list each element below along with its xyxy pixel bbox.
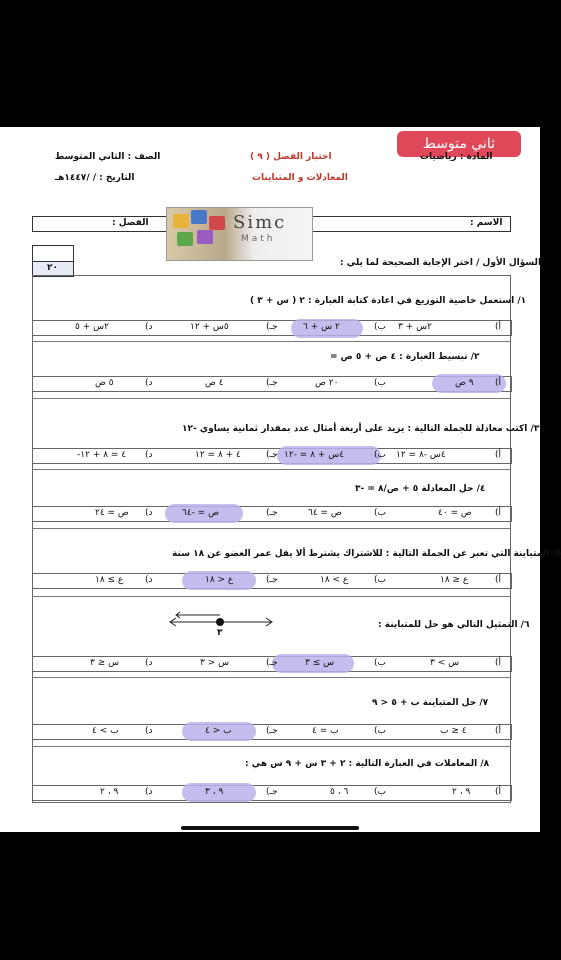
option-letter: د) [145, 658, 153, 668]
option-letter: أ) [495, 575, 502, 585]
option-letter: ب) [374, 322, 386, 332]
option-b[interactable]: ٦ ، ٥ [330, 787, 349, 797]
option-b[interactable]: ٤س + ٨ = -١٢ [284, 450, 345, 460]
question-6: ٦/ التمثيل التالي هو حل للمتباينة : [378, 620, 530, 630]
option-letter: ب) [374, 575, 386, 585]
option-letter: د) [145, 575, 153, 585]
option-letter: جـ) [266, 322, 278, 332]
separator [32, 596, 510, 597]
option-d[interactable]: س ≤ ٣ [90, 658, 120, 668]
grade-label: الصف : الثاني المتوسط [55, 152, 161, 162]
option-c[interactable]: ٥س + ١٢ [190, 322, 229, 332]
option-c[interactable]: س < ٣ [200, 658, 230, 668]
option-d[interactable]: ٢س + ٥ [75, 322, 109, 332]
separator [32, 469, 510, 470]
option-b[interactable]: ع > ١٨ [320, 575, 349, 585]
question-3: ٣/ اكتب معادلة للجملة التالية : يزيد على أربعة أمثال عدد بمقدار ثمانية يساوي -١٢ [182, 424, 540, 434]
question-8: ٨/ المعاملات في العبارة التالية : ٢ + ٣ س + ٩ س هي : [245, 759, 490, 769]
option-b[interactable]: ص = ٦٤ [308, 508, 342, 518]
option-letter: ب) [374, 450, 386, 460]
option-a[interactable]: ع ≤ ١٨ [440, 575, 469, 585]
option-letter: أ) [495, 450, 502, 460]
option-letter: جـ) [266, 658, 278, 668]
option-c[interactable]: ص = -٦٤ [182, 508, 220, 518]
option-letter: أ) [495, 378, 502, 388]
separator [32, 746, 510, 747]
option-letter: د) [145, 450, 153, 460]
option-d[interactable]: ص = ٢٤ [95, 508, 129, 518]
option-letter: ب) [374, 787, 386, 797]
option-b[interactable]: ٢ س + ٦ [303, 322, 340, 332]
logo-block-icon [191, 210, 207, 224]
number-line-label: ٣ [217, 628, 223, 638]
option-a[interactable]: ٢س + ٣ [398, 322, 432, 332]
option-letter: أ) [495, 726, 502, 736]
option-letter: ب) [374, 726, 386, 736]
option-a[interactable]: ٩ ، ٢ [452, 787, 471, 797]
option-letter: أ) [495, 787, 502, 797]
topic-title: المعادلات و المتباينات [252, 173, 348, 183]
option-letter: أ) [495, 508, 502, 518]
separator [32, 341, 510, 342]
option-letter: أ) [495, 658, 502, 668]
logo-block-icon [177, 232, 193, 246]
option-d[interactable]: ٤ = ٨ + ١٢- [77, 450, 127, 460]
option-c[interactable]: ع < ١٨ [205, 575, 234, 585]
option-c[interactable]: ب < ٤ [205, 726, 232, 736]
option-letter: جـ) [266, 726, 278, 736]
separator [32, 677, 510, 678]
question-1: ١/ استعمل خاصية التوزيع في اعادة كتابة العبارة : ٢ ( س + ٣ ) [250, 296, 527, 306]
logo-block-icon [197, 230, 213, 244]
question-7: ٧/ حل المتباينة ب + ٥ < ٩ [372, 698, 489, 708]
option-letter: ب) [374, 378, 386, 388]
name-label: الاسم : [470, 218, 503, 228]
option-a[interactable]: ٩ ص [455, 378, 474, 388]
section-title: السؤال الأول / اختر الإجابة الصحيحة لما يلي : [340, 258, 542, 268]
option-letter: د) [145, 322, 153, 332]
option-a[interactable]: ٤ ≤ ب [440, 726, 467, 736]
score-box-top [32, 245, 74, 262]
option-letter: جـ) [266, 450, 278, 460]
test-title: اختبار الفصل ( ٩ ) [250, 152, 332, 162]
option-d[interactable]: ٩ ، ٢ [100, 787, 119, 797]
separator [32, 528, 510, 529]
option-letter: د) [145, 726, 153, 736]
question-4: ٤/ حل المعادلة ٥ + ص/٨ = -٣ [355, 484, 486, 494]
option-b[interactable]: س ≥ ٣ [305, 658, 335, 668]
option-d[interactable]: ب > ٤ [92, 726, 119, 736]
logo-block-icon [209, 216, 225, 230]
home-indicator[interactable] [181, 826, 359, 830]
subject-label: المادة : رياضيات [420, 152, 493, 162]
grade-badge: ثاني متوسط [397, 131, 521, 157]
option-a[interactable]: ٤س -٨ = ١٢ [396, 450, 446, 460]
logo-block-icon [173, 214, 189, 228]
option-letter: د) [145, 787, 153, 797]
option-c[interactable]: ٤ + ٨ = ١٢ [195, 450, 241, 460]
option-letter: د) [145, 378, 153, 388]
option-letter: د) [145, 508, 153, 518]
score-value: ٢٠ [47, 263, 58, 273]
option-letter: جـ) [266, 575, 278, 585]
option-a[interactable]: ص = ٤٠ [438, 508, 472, 518]
date-label: التاريخ : / /١٤٤٧هـ [55, 173, 135, 183]
option-letter: ب) [374, 658, 386, 668]
option-c[interactable]: ٩ ، ٣ [205, 787, 224, 797]
logo-sub: Math [241, 234, 276, 244]
class-label: الفصل : [112, 218, 149, 228]
option-b[interactable]: ب = ٤ [312, 726, 339, 736]
option-letter: جـ) [266, 787, 278, 797]
simc-math-logo [166, 207, 313, 261]
question-2: ٢/ تبسيط العبارة : ٤ ص + ٥ ص = [330, 352, 480, 362]
option-letter: ب) [374, 508, 386, 518]
option-d[interactable]: ٥ ص [95, 378, 114, 388]
question-5: ٥/ المتباينة التي تعبر عن الجملة التالية : للاشتراك يشترط ألا يقل عمر العضو عن ١٨ سنة [172, 549, 561, 559]
option-c[interactable]: ٤ ص [205, 378, 224, 388]
option-d[interactable]: ع ≥ ١٨ [95, 575, 124, 585]
option-a[interactable]: س > ٣ [430, 658, 460, 668]
logo-brand: Simc [233, 212, 287, 233]
option-b[interactable]: ٢٠ ص [315, 378, 339, 388]
separator [32, 398, 510, 399]
option-letter: جـ) [266, 378, 278, 388]
option-letter: جـ) [266, 508, 278, 518]
option-letter: أ) [495, 322, 502, 332]
